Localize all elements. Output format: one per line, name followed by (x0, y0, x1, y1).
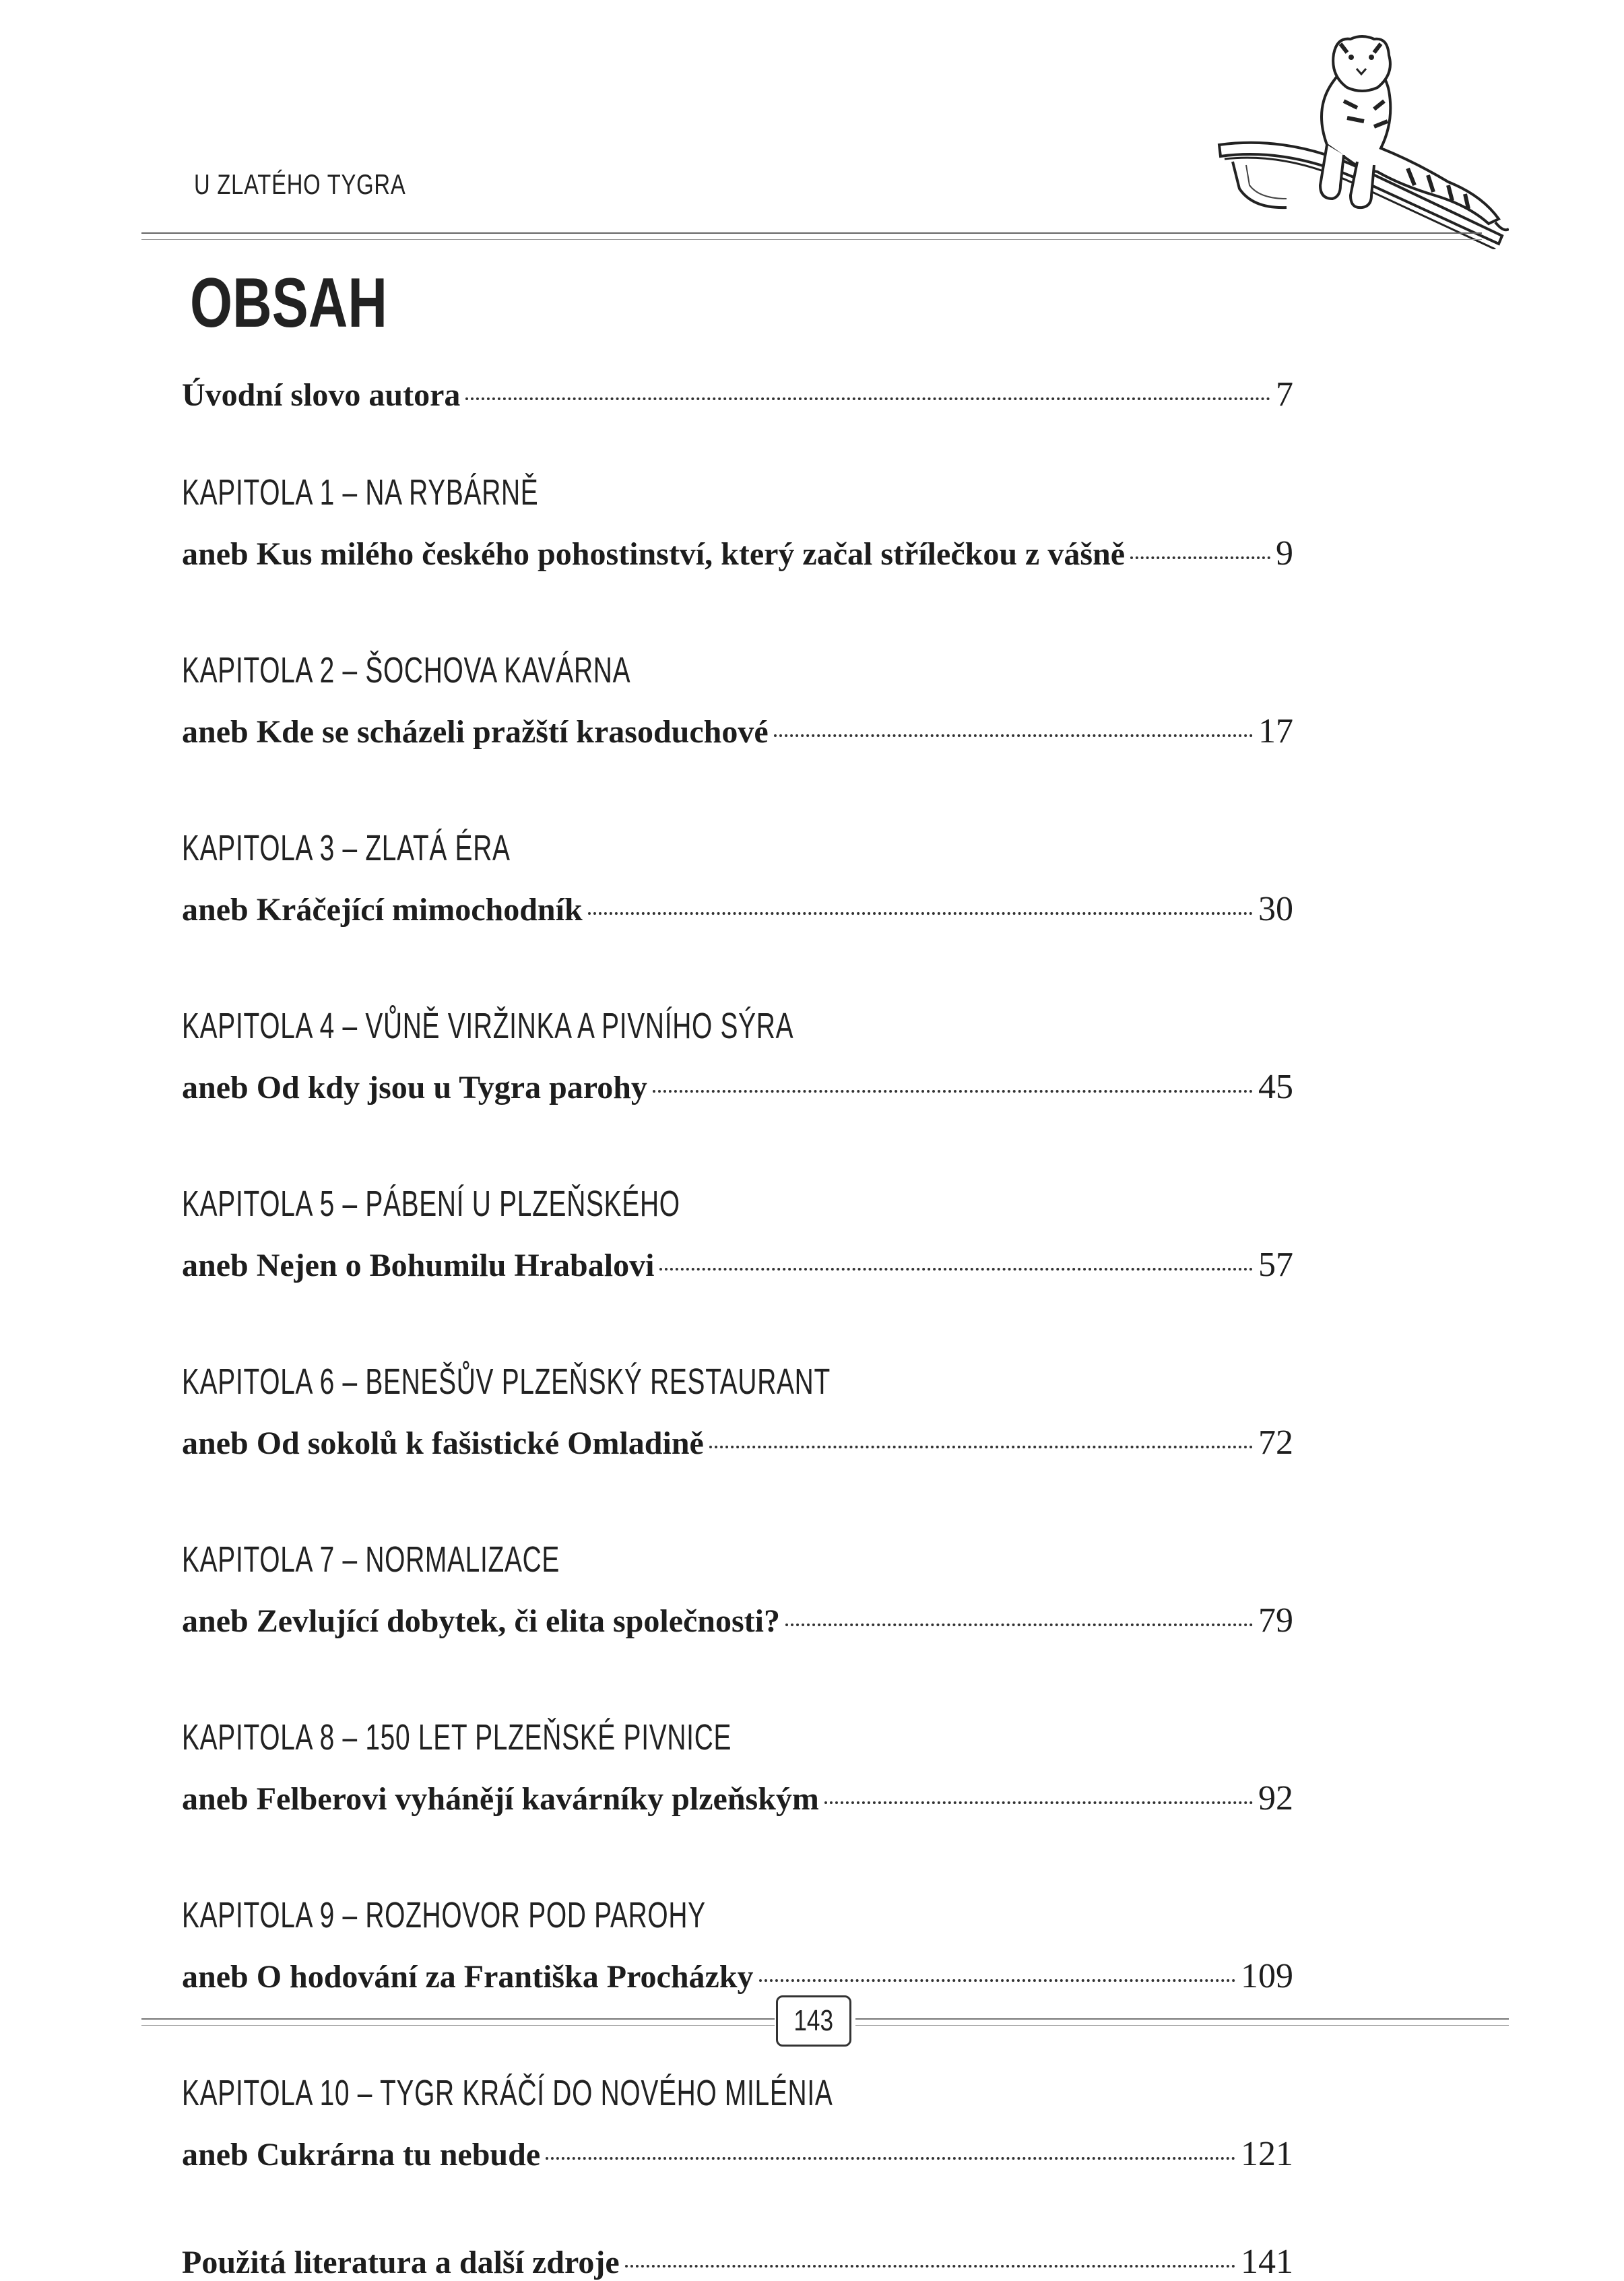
chapter-subtitle: aneb Od sokolů k fašistické Omladině (182, 1425, 704, 1461)
chapter-subtitle-row (182, 1248, 1293, 1283)
dot-leader (709, 1446, 1253, 1448)
chapter-subtitle: aneb O hodování za Františka Procházky (182, 1959, 754, 1995)
chapter-heading: KAPITOLA 3 – ZLATÁ ÉRA (182, 828, 511, 868)
dot-leader (659, 1268, 1253, 1271)
dot-leader (546, 2157, 1235, 2160)
toc-page-number: 7 (1276, 375, 1293, 414)
chapter-heading: KAPITOLA 5 – PÁBENÍ U PLZEŇSKÉHO (182, 1184, 680, 1224)
chapter-subtitle-row (182, 1959, 1293, 1994)
dot-leader (824, 1801, 1253, 1804)
dot-leader (759, 1979, 1235, 1982)
chapter-subtitle: aneb Kráčející mimochodník (182, 892, 583, 928)
toc-chapter-2[interactable] (182, 652, 1293, 749)
chapter-heading: KAPITOLA 10 – TYGR KRÁČÍ DO NOVÉHO MILÉNIA (182, 2073, 833, 2113)
toc-chapter-9[interactable] (182, 1897, 1293, 1994)
chapter-subtitle: aneb Od kdy jsou u Tygra parohy (182, 1070, 647, 1105)
toc-page-number: 141 (1241, 2243, 1293, 2281)
page-number-box (776, 1995, 851, 2047)
chapter-subtitle-row (182, 714, 1293, 749)
toc-page-number: 9 (1276, 534, 1293, 573)
dot-leader (785, 1624, 1253, 1626)
toc-chapter-3[interactable] (182, 830, 1293, 927)
toc-chapter-6[interactable] (182, 1363, 1293, 1460)
page-number: 143 (793, 2004, 834, 2037)
toc-page-number: 30 (1258, 890, 1293, 928)
header-title: U ZLATÉHO TYGRA (194, 168, 406, 200)
chapter-heading: KAPITOLA 6 – BENEŠŮV PLZEŇSKÝ RESTAURANT (182, 1361, 831, 1402)
chapter-subtitle-row (182, 1603, 1293, 1638)
dot-leader (653, 1090, 1253, 1093)
toc-chapter-7[interactable] (182, 1541, 1293, 1638)
table-of-contents (182, 364, 1293, 2280)
header-rule (141, 232, 1482, 240)
chapter-heading: KAPITOLA 4 – VŮNĚ VIRŽINKA A PIVNÍHO SÝRA (182, 1006, 794, 1046)
chapter-subtitle: aneb Kus milého českého pohostinství, který začal střílečkou z vášně (182, 536, 1125, 572)
chapter-subtitle-row (182, 1070, 1293, 1105)
toc-page-number: 72 (1258, 1423, 1293, 1462)
chapter-list (182, 474, 1293, 2172)
chapter-subtitle-row (182, 2137, 1293, 2172)
chapter-subtitle-row (182, 536, 1293, 571)
toc-entry-intro[interactable] (182, 377, 1293, 412)
toc-page-number: 109 (1241, 1957, 1293, 1995)
chapter-heading: KAPITOLA 9 – ROZHOVOR POD PAROHY (182, 1895, 706, 1935)
toc-page-number: 92 (1258, 1779, 1293, 1818)
chapter-subtitle-row (182, 1781, 1293, 1816)
chapter-subtitle: aneb Zevlující dobytek, či elita společnosti? (182, 1603, 780, 1639)
toc-page-number: 79 (1258, 1601, 1293, 1640)
toc-chapter-1[interactable] (182, 474, 1293, 571)
chapter-subtitle-row (182, 1425, 1293, 1460)
chapter-heading: KAPITOLA 7 – NORMALIZACE (182, 1539, 560, 1580)
dot-leader (588, 912, 1253, 915)
chapter-heading: KAPITOLA 8 – 150 LET PLZEŇSKÉ PIVNICE (182, 1717, 732, 1758)
toc-chapter-4[interactable] (182, 1008, 1293, 1105)
footer-rule-right (855, 2018, 1509, 2026)
dot-leader (465, 397, 1270, 400)
chapter-subtitle-row (182, 892, 1293, 927)
chapter-subtitle: aneb Kde se scházeli pražští krasoduchové (182, 714, 769, 750)
toc-entry-literature[interactable] (182, 2245, 1293, 2280)
chapter-subtitle: aneb Nejen o Bohumilu Hrabalovi (182, 1248, 655, 1283)
toc-page-number: 17 (1258, 712, 1293, 750)
chapter-heading: KAPITOLA 2 – ŠOCHOVA KAVÁRNA (182, 650, 631, 690)
dot-leader (625, 2265, 1235, 2268)
toc-chapter-5[interactable] (182, 1186, 1293, 1283)
page-heading: OBSAH (190, 264, 387, 342)
toc-page-number: 121 (1241, 2135, 1293, 2173)
toc-chapter-8[interactable] (182, 1719, 1293, 1816)
chapter-subtitle: aneb Felberovi vyhánějí kavárníky plzeňským (182, 1781, 819, 1817)
toc-page-number: 45 (1258, 1068, 1293, 1106)
dot-leader (1130, 556, 1270, 559)
toc-entry-title: Úvodní slovo autora (182, 377, 461, 413)
dot-leader (774, 734, 1253, 737)
toc-page-number: 57 (1258, 1246, 1293, 1284)
chapter-subtitle: aneb Cukrárna tu nebude (182, 2137, 541, 2173)
chapter-heading: KAPITOLA 1 – NA RYBÁRNĚ (182, 472, 539, 513)
footer-rule-left (141, 2018, 775, 2026)
toc-entry-title: Použitá literatura a další zdroje (182, 2245, 620, 2280)
toc-chapter-10[interactable] (182, 2075, 1293, 2172)
tiger-illustration-icon (1212, 27, 1509, 249)
